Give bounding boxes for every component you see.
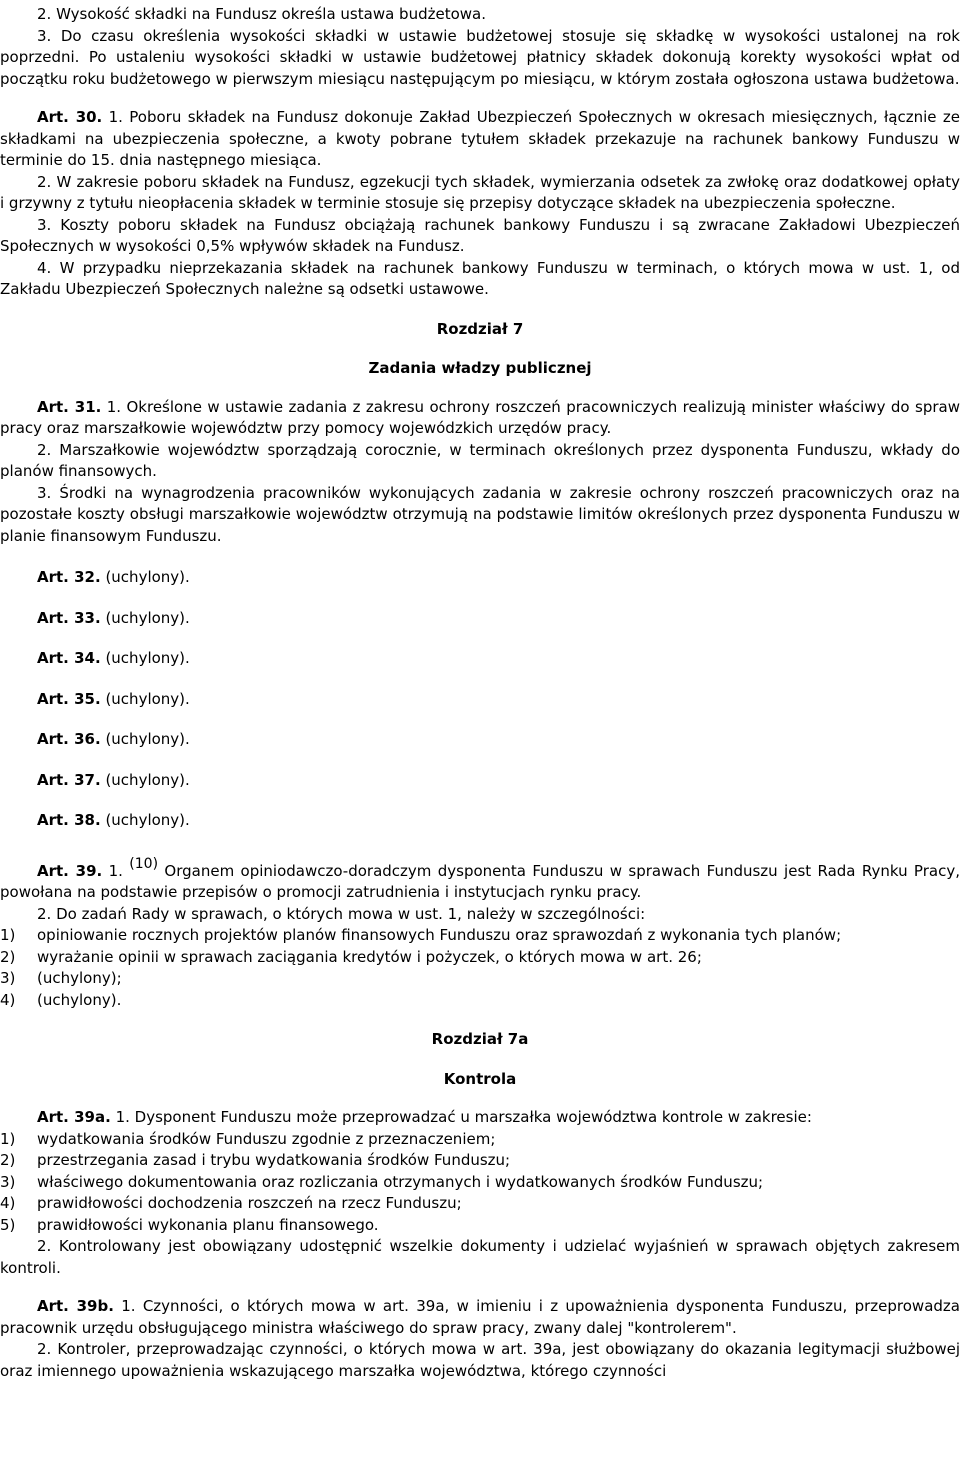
list-item xyxy=(0,990,960,1012)
art35-heading: Art. 35. xyxy=(37,689,101,708)
list-text: przestrzegania zasad i trybu wydatkowania środków Funduszu; xyxy=(37,1151,511,1169)
art33-text: (uchylony). xyxy=(105,608,190,627)
art38-text: (uchylony). xyxy=(105,811,190,829)
chapter-7a-title: Kontrola xyxy=(443,1069,517,1088)
art37-text: (uchylony). xyxy=(105,770,190,789)
art39b-para-1 xyxy=(0,1296,960,1339)
list-item xyxy=(0,947,960,969)
art30-heading: Art. 30. xyxy=(37,108,103,126)
art37-heading: Art. 37. xyxy=(37,770,101,789)
list-number: 4) xyxy=(0,990,16,1009)
list-number: 3) xyxy=(0,969,16,987)
art39b-para-1-text: 1. Czynności, o których mowa w art. 39a, w imieniu i z upoważnienia dysponenta Funduszu, przeprowadza pracownik urzędu obsługującego ministra właściwego do spraw pracy, zwany dalej "kontrolerem". xyxy=(0,1297,960,1337)
art32-text: (uchylony). xyxy=(105,568,190,586)
art38-repealed xyxy=(0,810,960,832)
list-number: 1) xyxy=(0,926,16,944)
list-number: 1) xyxy=(0,1129,16,1148)
art31-heading: Art. 31. xyxy=(37,397,102,416)
art30-para-1 xyxy=(0,107,960,172)
art30-para-2: 2. W zakresie poboru składek na Fundusz, egzekucji tych składek, wymierzania odsetek za zwłokę oraz dodatkowej opłaty i grzywny z tytułu nieopłacenia składek w terminie stosuje się przepisy dotyczące składek na ubezpieczenia społeczne. xyxy=(0,172,960,212)
art39-para-2: 2. Do zadań Rady w sprawach, o których mowa w ust. 1, należy w szczególności: xyxy=(37,904,646,923)
art35-repealed xyxy=(0,689,960,711)
list-text: prawidłowości wykonania planu finansowego. xyxy=(37,1215,379,1234)
art31-para-1-text: 1. Określone w ustawie zadania z zakresu ochrony roszczeń pracowniczych realizują minister właściwy do spraw pracy oraz marszałkowie województw przy pomocy wojewódzkich urzędów pracy. xyxy=(0,397,960,437)
list-item xyxy=(0,1215,960,1237)
art31-para-2: 2. Marszałkowie województw sporządzają corocznie, w terminach określonych przez dysponenta Funduszu, wkłady do planów finansowych. xyxy=(0,440,960,480)
list-text: (uchylony). xyxy=(37,990,122,1009)
list-text: opiniowanie rocznych projektów planów finansowych Funduszu oraz sprawozdań z wykonania tych planów; xyxy=(37,926,842,944)
art39-para-1 xyxy=(0,854,960,904)
chapter-7-title: Zadania władzy publicznej xyxy=(368,359,592,377)
art35-text: (uchylony). xyxy=(105,689,190,708)
art29-para-3: 3. Do czasu określenia wysokości składki w ustawie budżetowej stosuje się składkę w wysokości ustalonej na rok poprzedni. Po ustaleniu wysokości składki w ustawie budżetowej płatnicy składek dokonują korekty wysokości wpłat od początku roku budżetowego w pierwszym miesiącu następującym po miesiącu, w którym została ogłoszona ustawa budżetowa. xyxy=(0,26,960,88)
chapter-7a-number: Rozdział 7a xyxy=(431,1030,529,1048)
art33-heading: Art. 33. xyxy=(37,608,101,627)
art39-para-1-text: Organem opiniodawczo-doradczym dysponenta Funduszu w sprawach Funduszu jest Rada Rynku Pracy, powołana na podstawie przepisów o promocji zatrudnienia i instytucjach rynku pracy. xyxy=(0,861,960,901)
art39b-heading: Art. 39b. xyxy=(37,1297,114,1315)
list-item xyxy=(0,1150,960,1172)
list-number: 2) xyxy=(0,947,16,966)
art31-para-3: 3. Środki na wynagrodzenia pracowników wykonujących zadania w zakresie ochrony roszczeń pracowniczych oraz na pozostałe koszty obsługi marszałkowie województw otrzymują na podstawie limitów określonych przez dysponenta Funduszu w planie finansowym Funduszu. xyxy=(0,483,960,545)
art36-text: (uchylony). xyxy=(105,730,190,748)
art30-para-3: 3. Koszty poboru składek na Fundusz obciążają rachunek bankowy Funduszu i są zwracane Zakładowi Ubezpieczeń Społecznych w wysokości 0,5% wpływów składek na Fundusz. xyxy=(0,215,960,255)
list-item xyxy=(0,1129,960,1151)
art31-para-1 xyxy=(0,397,960,440)
list-text: prawidłowości dochodzenia roszczeń na rzecz Funduszu; xyxy=(37,1194,462,1212)
list-item xyxy=(0,1193,960,1215)
art32-heading: Art. 32. xyxy=(37,568,101,586)
art39a-para-2: 2. Kontrolowany jest obowiązany udostępnić wszelkie dokumenty i udzielać wyjaśnień w sprawach objętych zakresem kontroli. xyxy=(0,1237,960,1277)
list-number: 4) xyxy=(0,1194,16,1212)
art36-repealed xyxy=(0,729,960,751)
footnote-ref: (10) xyxy=(129,855,159,872)
art30-para-1-text: 1. Poboru składek na Fundusz dokonuje Zakład Ubezpieczeń Społecznych w okresach miesięcznych, łącznie ze składkami na ubezpieczenia społeczne, a kwoty pobrane tytułem składek przekazuje na rachunek bankowy Funduszu w terminie do 15. dnia następnego miesiąca. xyxy=(0,108,960,169)
art36-heading: Art. 36. xyxy=(37,730,101,748)
art33-repealed xyxy=(0,608,960,630)
art39-heading: Art. 39. xyxy=(37,861,103,880)
list-item xyxy=(0,968,960,990)
list-number: 2) xyxy=(0,1151,16,1169)
list-text: wyrażanie opinii w sprawach zaciągania kredytów i pożyczek, o których mowa w art. 26; xyxy=(37,947,702,966)
list-text: (uchylony); xyxy=(37,969,122,987)
list-item xyxy=(0,1172,960,1194)
art34-text: (uchylony). xyxy=(105,649,190,667)
art39-num-1: 1. xyxy=(108,861,123,880)
art38-heading: Art. 38. xyxy=(37,811,101,829)
list-number: 3) xyxy=(0,1172,16,1191)
chapter-7-number: Rozdział 7 xyxy=(436,319,524,338)
art39a-para-1-text: 1. Dysponent Funduszu może przeprowadzać u marszałka województwa kontrole w zakresie: xyxy=(115,1108,812,1126)
art30-para-4: 4. W przypadku nieprzekazania składek na rachunek bankowy Funduszu w terminach, o których mowa w ust. 1, od Zakładu Ubezpieczeń Społecznych należne są odsetki ustawowe. xyxy=(0,258,960,298)
art39b-para-2: 2. Kontroler, przeprowadzając czynności, o których mowa w art. 39a, jest obowiązany do okazania legitymacji służbowej oraz imiennego upoważnienia wskazującego marszałka województwa, którego czynności xyxy=(0,1340,960,1380)
list-number: 5) xyxy=(0,1215,16,1234)
art29-para-2: 2. Wysokość składki na Fundusz określa ustawa budżetowa. xyxy=(37,5,486,23)
list-text: właściwego dokumentowania oraz rozliczania otrzymanych i wydatkowanych środków Funduszu; xyxy=(37,1172,764,1191)
art39a-para-1 xyxy=(0,1107,960,1129)
list-item xyxy=(0,925,960,947)
art39a-heading: Art. 39a. xyxy=(37,1108,111,1126)
art34-heading: Art. 34. xyxy=(37,649,101,667)
art32-repealed xyxy=(0,567,960,589)
art37-repealed xyxy=(0,770,960,792)
art34-repealed xyxy=(0,648,960,670)
list-text: wydatkowania środków Funduszu zgodnie z przeznaczeniem; xyxy=(37,1129,496,1148)
